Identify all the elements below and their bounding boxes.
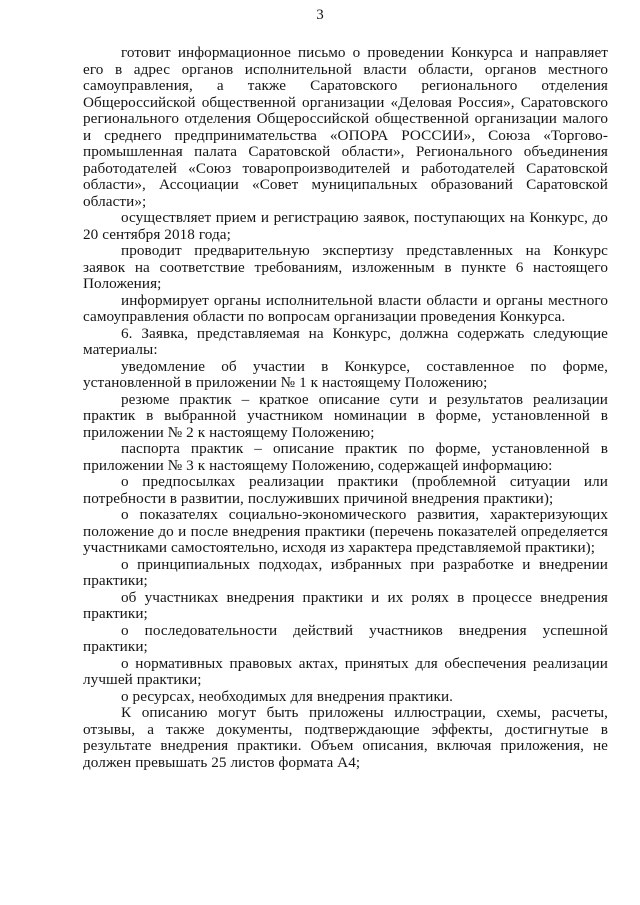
page-number: 3 — [316, 7, 324, 23]
paragraph: информирует органы исполнительной власти области и органы местного самоуправления области по вопросам организации проведения Конкурса. — [83, 291, 608, 325]
paragraph: готовит информационное письмо о проведении Конкурса и направляет его в адрес органов исполнительной власти области, органов местного самоуправления, а также Саратовского регионального отделения Общероссийской общественной организации «Деловая Россия», Саратовского регионального отделения Общероссийской общественной организации малого и среднего предпринимательства «ОПОРА РОССИИ», Союза «Торгово-промышленная палата Саратовской области», Регионального объединения работодателей «Союз товаропроизводителей и работодателей Саратовской области», Ассоциации «Совет муниципальных образований Саратовской области»; — [83, 44, 608, 210]
paragraph: осуществляет прием и регистрацию заявок, поступающих на Конкурс, до 20 сентября 2018 года; — [83, 209, 608, 243]
paragraph: о принципиальных подходах, избранных при разработке и внедрении практики; — [83, 555, 608, 589]
paragraph: о ресурсах, необходимых для внедрения практики. — [121, 687, 454, 705]
paragraph: паспорта практик – описание практик по форме, установленной в приложении № 3 к настоящему Положению, содержащей информацию: — [83, 440, 608, 474]
document-body — [83, 45, 608, 771]
paragraph: о последовательности действий участников внедрения успешной практики; — [83, 621, 608, 655]
paragraph: об участниках внедрения практики и их ролях в процессе внедрения практики; — [83, 588, 608, 622]
paragraph: о нормативных правовых актах, принятых для обеспечения реализации лучшей практики; — [83, 654, 608, 688]
paragraph: резюме практик – краткое описание сути и результатов реализации практик в выбранной участником номинации в форме, установленной в приложении № 2 к настоящему Положению; — [83, 390, 608, 441]
paragraph: проводит предварительную экспертизу представленных на Конкурс заявок на соответствие требованиям, изложенным в пункте 6 настоящего Положения; — [83, 242, 608, 292]
paragraph: 6. Заявка, представляемая на Конкурс, должна содержать следующие материалы: — [83, 324, 608, 358]
paragraph: К описанию могут быть приложены иллюстрации, схемы, расчеты, отзывы, а также документы, подтверждающие эффекты, достигнутые в результате внедрения практики. Объем описания, включая приложения, не должен превышать 25 листов формата А4; — [83, 704, 608, 771]
paragraph: о показателях социально-экономического развития, характеризующих положение до и после внедрения практики (перечень показателей определяется участниками самостоятельно, исходя из характера представляемой практики); — [83, 506, 608, 556]
paragraph: уведомление об участии в Конкурсе, составленное по форме, установленной в приложении № 1 к настоящему Положению; — [83, 357, 608, 391]
paragraph: о предпосылках реализации практики (проблемной ситуации или потребности в развитии, послуживших причиной внедрения практики); — [83, 473, 608, 507]
